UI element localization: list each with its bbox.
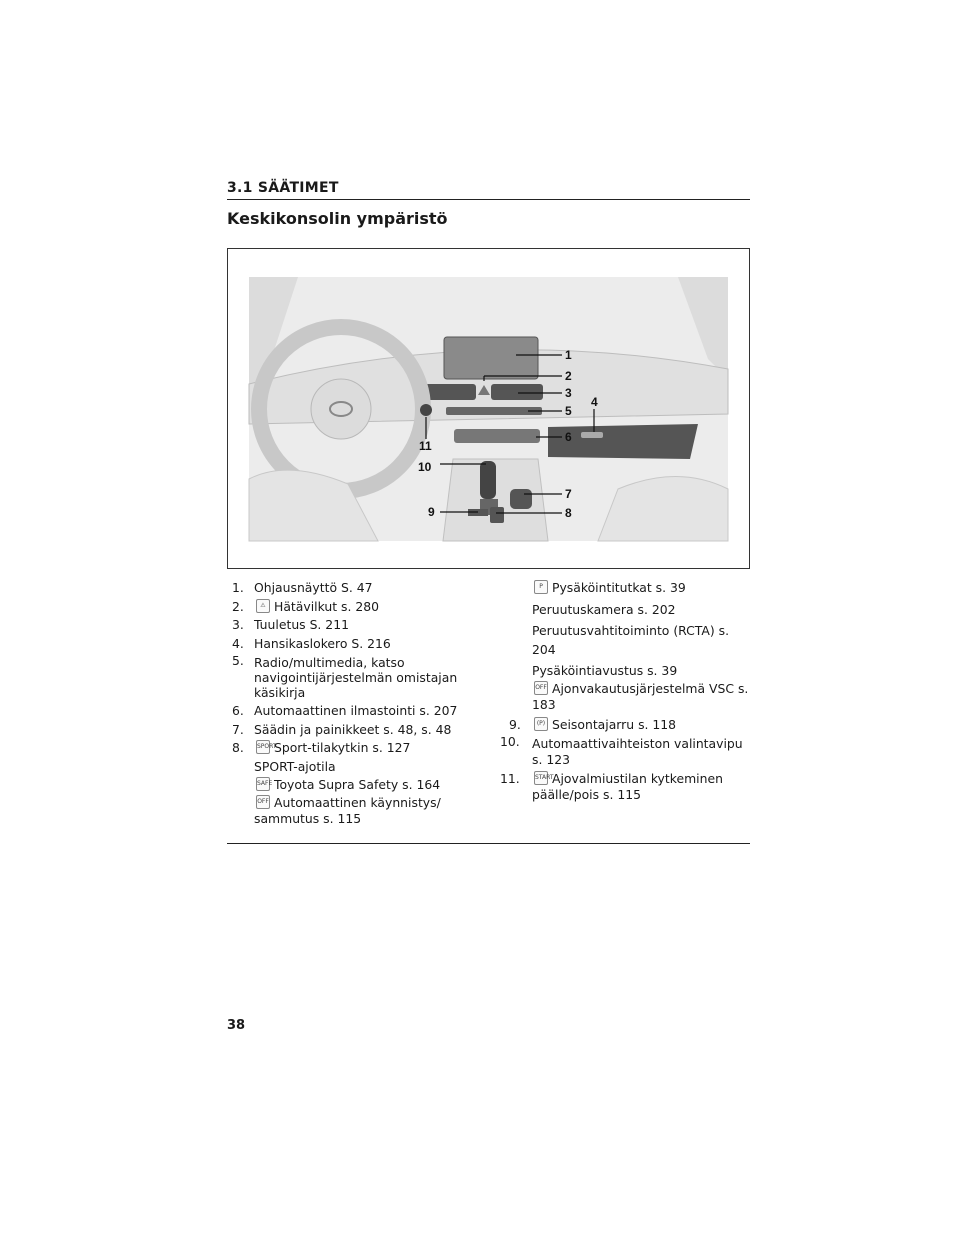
- callout-8: 8: [565, 506, 572, 520]
- page-title: Keskikonsolin ympäristö: [227, 209, 448, 228]
- list-sub-item: SPORT-ajotila: [254, 758, 336, 774]
- list-sub-item: P Pysäköintitutkat s. 39: [500, 579, 750, 598]
- callout-4: 4: [591, 395, 598, 409]
- list-sub-item: Pysäköintiavustus s. 39: [532, 663, 678, 678]
- callout-1: 1: [565, 348, 572, 362]
- list-right: [500, 579, 750, 803]
- list-item: 10. Automaattivaihteiston valintavipu s. 123: [500, 734, 743, 767]
- bottom-divider: [227, 843, 750, 844]
- list-item: 5. Radio/multimedia, katso navigointijärjestelmän omistajan käsikirja: [232, 653, 458, 700]
- list-item: 4. Hansikaslokero S. 216: [232, 635, 391, 651]
- page-number: 38: [227, 1018, 246, 1033]
- callout-10: 10: [418, 460, 432, 474]
- list-item: 9. (P) Seisontajarru s. 118: [509, 716, 677, 732]
- dashboard-illustration: [227, 248, 750, 569]
- sport-icon: SPORT: [256, 740, 270, 754]
- vsc-off-icon: OFF: [534, 681, 548, 695]
- parking-brake-icon: (P): [534, 717, 548, 731]
- list-item: 2. ⚠ Hätävilkut s. 280: [232, 598, 380, 614]
- list-item: 8. SPORT Sport-tilakytkin s. 127: [232, 740, 411, 755]
- list-sub-item: OFF Automaattinen käynnistys/ sammutus s. 115: [254, 794, 441, 826]
- callout-6: 6: [565, 430, 572, 444]
- list-item: 7. Säädin ja painikkeet s. 48, s. 48: [232, 721, 452, 737]
- callout-9: 9: [428, 505, 435, 519]
- hazard-icon: ⚠: [256, 599, 270, 613]
- start-stop-icon: START: [534, 771, 548, 785]
- parking-sensor-icon: P: [534, 580, 548, 594]
- list-item: 1. Ohjausnäyttö S. 47: [232, 580, 373, 595]
- list-sub-item: OFF Ajonvakautusjärjestelmä VSC s. 183: [532, 680, 749, 712]
- list-sub-item: SAFE Toyota Supra Safety s. 164: [257, 777, 441, 792]
- list-left: [232, 579, 460, 827]
- callout-5: 5: [565, 404, 572, 418]
- list-item: 6. Automaattinen ilmastointi s. 207: [232, 703, 458, 718]
- dashboard-drawing: [228, 249, 749, 568]
- callout-7: 7: [565, 487, 572, 501]
- section-header: 3.1 SÄÄTIMET: [227, 180, 750, 200]
- list-sub-item: Peruutusvahtitoiminto (RCTA) s. 204: [532, 623, 730, 657]
- auto-start-stop-off-icon: OFF: [256, 795, 270, 809]
- safety-system-icon: SAFE: [256, 777, 270, 791]
- callout-2: 2: [565, 369, 572, 383]
- list-item: 3. Tuuletus S. 211: [232, 617, 349, 632]
- list-sub-item: Peruutuskamera s. 202: [532, 601, 676, 617]
- list-item: 11. START Ajovalmiustilan kytkeminen päälle/pois s. 115: [500, 771, 723, 802]
- callout-11: 11: [419, 439, 432, 453]
- callout-3: 3: [565, 386, 572, 400]
